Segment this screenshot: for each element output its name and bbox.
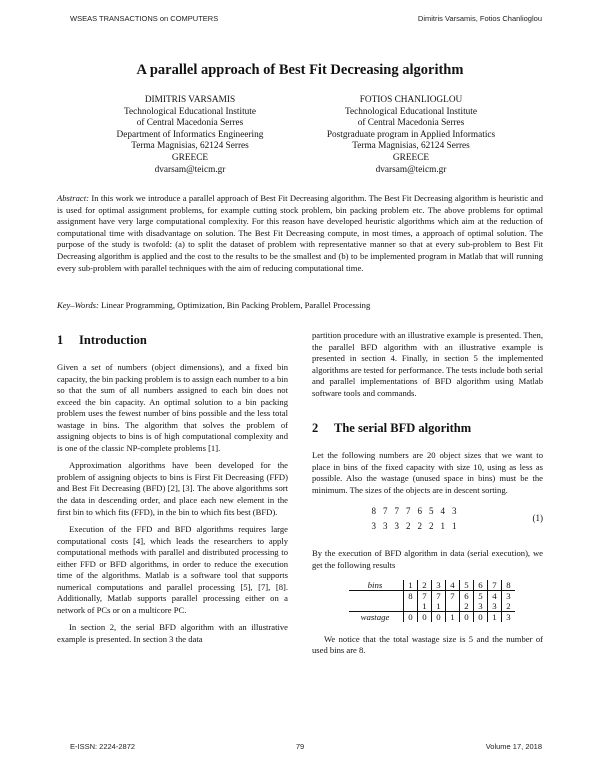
table-label: bins: [349, 580, 404, 591]
sequence-value: 3: [383, 521, 388, 532]
intro-continuation: partition procedure with an illustrative example is presented. Then, the parallel BFD algorithm with an illustrative example is presented in section 4. Finally, in section 5 the implemented algorithms are tested for performance. The tests include both serial and parallel implementations of BFD algorithm using Matlab software tools and commands.: [312, 330, 543, 398]
sequence-value: 2: [429, 521, 434, 532]
table-cell: 7: [446, 590, 460, 601]
table-cell: 8: [404, 590, 418, 601]
footer-volume: Volume 17, 2018: [485, 742, 542, 751]
table-cell: 1: [404, 580, 418, 591]
table-row-bins: [349, 580, 515, 591]
author-block-2: [296, 95, 526, 176]
sequence-value: 2: [406, 521, 411, 532]
table-cell: 6: [474, 580, 488, 591]
author-address: Terma Magnisias, 62124 Serres: [352, 141, 470, 152]
author-block-1: [75, 95, 305, 176]
serial-paragraph: By the execution of BFD algorithm in data (serial execution), we get the following results: [312, 548, 543, 571]
table-cell: 1: [418, 601, 432, 612]
sequence-value: [472, 506, 484, 518]
author-department: Department of Informatics Engineering: [116, 129, 264, 140]
paper-title: A parallel approach of Best Fit Decreasing algorithm: [136, 62, 464, 78]
table-cell: 6: [460, 590, 474, 601]
sequence-value: 8: [371, 506, 376, 517]
sequence-grid: [368, 506, 483, 532]
sequence-value: 6: [417, 506, 422, 517]
table-cell: 7: [418, 590, 432, 601]
sequence-value: 4: [440, 506, 445, 517]
equation-number: (1): [532, 513, 543, 524]
sequence-value: 7: [406, 506, 411, 517]
keywords-label: Key–Words:: [57, 300, 99, 310]
section-number: 2: [312, 421, 319, 436]
sequence-value: 3: [452, 506, 457, 517]
sequence-value: 7: [383, 506, 388, 517]
author-name: DIMITRIS VARSAMIS: [144, 95, 236, 105]
author-affiliation: Technological Educational Institute: [344, 106, 478, 117]
keywords-text: Linear Programming, Optimization, Bin Packing Problem, Parallel Processing: [101, 300, 371, 310]
table-cell: 4: [446, 580, 460, 591]
intro-paragraph: In section 2, the serial BFD algorithm with an illustrative example is presented. In section 3 the data: [57, 622, 288, 645]
author-affiliation: of Central Macedonia Serres: [136, 118, 244, 129]
sequence-value: 3: [394, 521, 399, 532]
table-row-contents: [349, 601, 515, 612]
sequence-value: 5: [429, 506, 434, 517]
table-label: [349, 601, 404, 612]
bfd-results-table: [349, 580, 515, 622]
footer-page-number: 79: [295, 742, 305, 751]
table-cell: [404, 601, 418, 612]
author-email: dvarsam@teicm.gr: [154, 164, 226, 175]
table-label: wastage: [349, 611, 404, 622]
table-cell: 2: [502, 601, 516, 612]
author-affiliation: of Central Macedonia Serres: [357, 118, 465, 129]
table-cell: 0: [432, 611, 446, 622]
table-cell: 3: [474, 601, 488, 612]
author-department: Postgraduate program in Applied Informatics: [326, 129, 496, 140]
intro-paragraph: Approximation algorithms have been developed for the problem of assigning objects to bins is First Fit Decreasing (FFD) and Best Fit Decreasing (BFD) [2], [3]. The above algorithms sort the data in descending order, and place each new element in the first bin to which fits (FFD), in the bin to which fits best (BFD).: [57, 460, 288, 517]
table-cell: 5: [460, 580, 474, 591]
table-cell: 2: [418, 580, 432, 591]
intro-paragraph: Given a set of numbers (object dimensions), and a fixed bin capacity, the bin packing problem is to assign each number to a bin so that the sum of all numbers assigned to each bin does not exceed the bin capacity. An optimal solution to a bin packing problem uses the fewest number of bins possible and the less total wastage in bins. The algorithm that solves the problem of assigning objects to bins is of high computational complexity and is one of the classic NP-complete problems [1].: [57, 362, 288, 453]
table-cell: 0: [474, 611, 488, 622]
author-country: GREECE: [392, 152, 430, 163]
table-cell: 8: [502, 580, 516, 591]
table-cell: 3: [488, 601, 502, 612]
table-cell: 5: [474, 590, 488, 601]
table-cell: 7: [432, 590, 446, 601]
abstract-text: In this work we introduce a parallel approach of Best Fit Decreasing algorithm. The Best Fit Decreasing algorithm is heuristic and is used for optimal assignment problems, for example cutting stock problem, bin packing problem etc. The above problems for optimal assignment have very large computational complexity. For this reason have developed heuristic algorithms which aim at the reduction of computational time with disadvantage on solution. The Best Fit Decreasing compute, in most times, a approach of optimal solution. The purpose of the study is twofold: (a) to split the dataset of problem with representative manner so that at every sub-problem to Best Fit Decreasing algorithm is applied and the cost to the results to be the smallest and (b) to be implemented program in Matlab that will running every sub-problem with parallel techniques with the aim of reducing computational time.: [57, 193, 543, 273]
table-cell: 3: [502, 611, 516, 622]
section-heading-serial-bfd: [312, 421, 543, 436]
keywords: [57, 300, 543, 311]
section-number: 1: [57, 333, 64, 347]
running-header-authors: Dimitris Varsamis, Fotios Chanlioglou: [417, 14, 542, 23]
right-column: [312, 330, 543, 663]
table-cell: 4: [488, 590, 502, 601]
author-email: dvarsam@teicm.gr: [375, 164, 447, 175]
serial-paragraph: We notice that the total wastage size is 5 and the number of used bins are 8.: [312, 633, 543, 656]
table-cell: 7: [488, 580, 502, 591]
table-row-wastage: [349, 611, 515, 622]
sequence-value: [460, 521, 472, 533]
section-heading-introduction: [57, 333, 288, 348]
left-column: [57, 333, 288, 652]
intro-paragraph: Execution of the FFD and BFD algorithms requires large computational costs [4], which leads the researchers to apply computational methods with parallel and distributed processing to either FFD or BFD algorithms, in order to reduce the execution time of the algorithms. Matlab is a software tool that supports numerical computations and parallel processing [5], [7], [8]. Additionally, Matlab supports parallel processing either on a network of PCs or on a multicore PC.: [57, 524, 288, 615]
sequence-value: 1: [440, 521, 445, 532]
sequence-value: 2: [417, 521, 422, 532]
table-cell: 1: [446, 611, 460, 622]
table-cell: 0: [460, 611, 474, 622]
table-cell: 1: [488, 611, 502, 622]
sequence-value: [460, 506, 472, 518]
table-cell: 0: [404, 611, 418, 622]
abstract-label: Abstract:: [57, 193, 89, 203]
sequence-value: 1: [452, 521, 457, 532]
object-size-sequence: [312, 506, 543, 540]
author-affiliation: Technological Educational Institute: [123, 106, 257, 117]
author-country: GREECE: [171, 152, 209, 163]
abstract: [57, 193, 543, 274]
section-title: Introduction: [79, 333, 147, 347]
table-cell: 1: [432, 601, 446, 612]
sequence-value: 7: [394, 506, 399, 517]
table-cell: 2: [460, 601, 474, 612]
footer-issn: E-ISSN: 2224-2872: [70, 742, 136, 751]
table-cell: 3: [502, 590, 516, 601]
sequence-value: [472, 521, 484, 533]
running-header-journal: WSEAS TRANSACTIONS on COMPUTERS: [70, 14, 219, 23]
table-cell: 0: [418, 611, 432, 622]
author-name: FOTIOS CHANLIOGLOU: [359, 95, 463, 105]
table-row-contents: [349, 590, 515, 601]
serial-paragraph: Let the following numbers are 20 object sizes that we want to place in bins of the fixed capacity with size 10, using as less as possible. Also the wastage (unused space in bins) must be the minimum. The sizes of the objects are in descent sorting.: [312, 450, 543, 495]
section-title: The serial BFD algorithm: [334, 421, 472, 436]
sequence-value: 3: [371, 521, 376, 532]
table-label: [349, 590, 404, 601]
author-address: Terma Magnisias, 62124 Serres: [131, 141, 249, 152]
table-cell: 3: [432, 580, 446, 591]
table-cell: [446, 601, 460, 612]
